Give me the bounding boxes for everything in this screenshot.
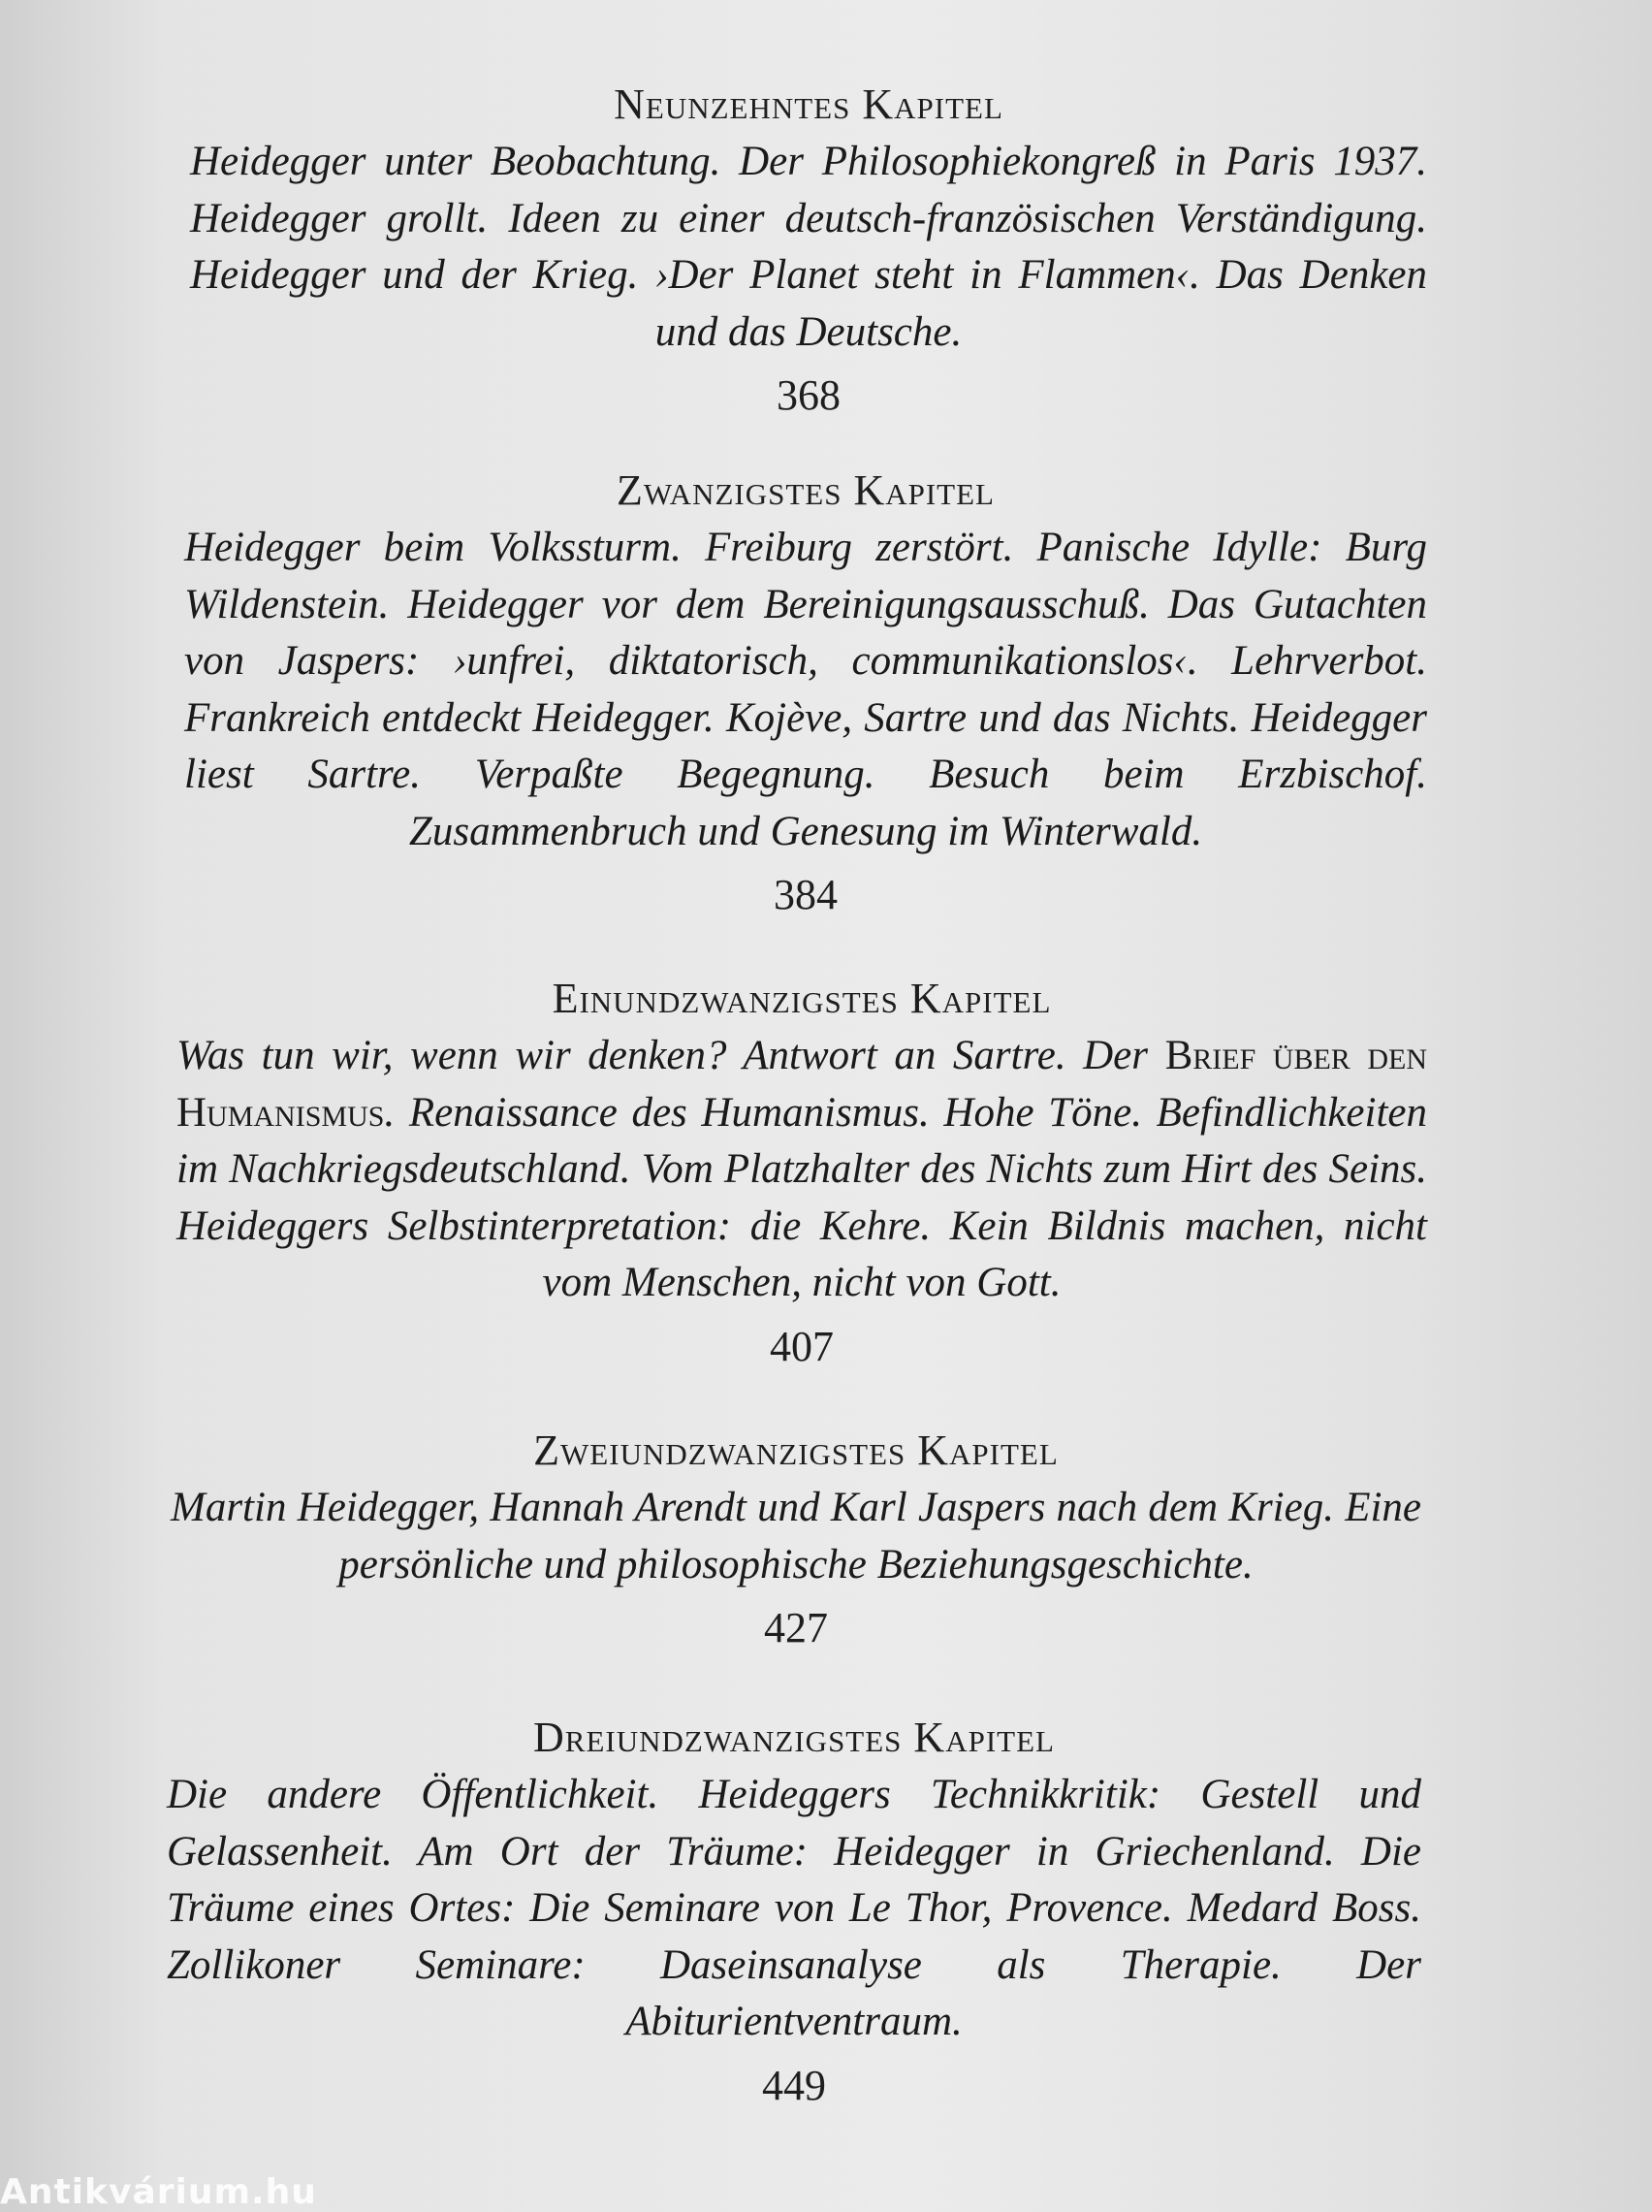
chapter-heading: Dreiundzwanzigstes Kapitel bbox=[533, 1714, 1055, 1761]
chapter-22 bbox=[171, 1422, 1421, 1657]
page-number: 449 bbox=[762, 2061, 826, 2109]
chapter-21 bbox=[176, 970, 1427, 1376]
chapter-summary: Die andere Öffentlichkeit. Heideggers Technikkritik: Gestell und Gelassenheit. Am Ort der Träume: Heidegger in Griechenland. Die Träume eines Ortes: Die Seminare von Le Thor, Provence. Medard Boss. Zollikoner Seminare: Daseinsanalyse als Therapie. Der Abiturientventraum. bbox=[167, 1772, 1421, 2044]
summary-text: . Renaissance des Humanismus. Hohe Töne. Befindlichkeiten im Nachkriegsdeutschland. Vom Platzhalter des Nichts zum Hirt des Seins. Heideggers Selbstinterpretation: die Kehre. Kein Bildnis machen, nicht vom Menschen, nicht von Gott. bbox=[176, 1089, 1427, 1305]
page-number: 368 bbox=[777, 371, 841, 419]
chapter-19 bbox=[190, 76, 1427, 425]
chapter-heading: Zwanzigstes Kapitel bbox=[616, 466, 995, 514]
chapter-summary: Heidegger beim Volkssturm. Freiburg zerstört. Panische Idylle: Burg Wildenstein. Heidegger vor dem Bereinigungsausschuß. Das Gutachten von Jaspers: ›unfrei, diktatorisch, communikationslos‹. Lehrverbot. Frankreich entdeckt Heidegger. Kojève, Sartre und das Nichts. Heidegger liest Sartre. Verpaßte Begegnung. Besuch beim Erzbischof. Zusammenbruch und Genesung im Winterwald. bbox=[184, 525, 1427, 854]
chapter-23 bbox=[167, 1709, 1421, 2115]
page-number: 427 bbox=[764, 1604, 828, 1651]
work-title: Brief über den Humanismus bbox=[176, 1033, 1428, 1136]
chapter-20 bbox=[184, 462, 1427, 924]
chapter-summary: Martin Heidegger, Hannah Arendt und Karl Jaspers nach dem Krieg. Eine persönliche und philosophische Beziehungsgeschichte. bbox=[171, 1485, 1421, 1587]
chapter-heading: Einundzwanzigstes Kapitel bbox=[552, 975, 1052, 1022]
summary-text: Was tun wir, wenn wir denken? Antwort an Sartre. Der bbox=[176, 1033, 1165, 1078]
page-number: 384 bbox=[774, 871, 838, 918]
chapter-summary bbox=[176, 1028, 1427, 1312]
watermark: Antikvárium.hu bbox=[0, 2172, 317, 2212]
chapter-heading: Neunzehntes Kapitel bbox=[614, 80, 1003, 128]
chapter-heading: Zweiundzwanzigstes Kapitel bbox=[533, 1427, 1059, 1474]
page-number: 407 bbox=[770, 1322, 834, 1370]
chapter-summary: Heidegger unter Beobachtung. Der Philosophiekongreß in Paris 1937. Heidegger grollt. Ideen zu einer deutsch-französischen Verständigung. Heidegger und der Krieg. ›Der Planet steht in Flammen‹. Das Denken und das Deutsche. bbox=[190, 139, 1427, 355]
